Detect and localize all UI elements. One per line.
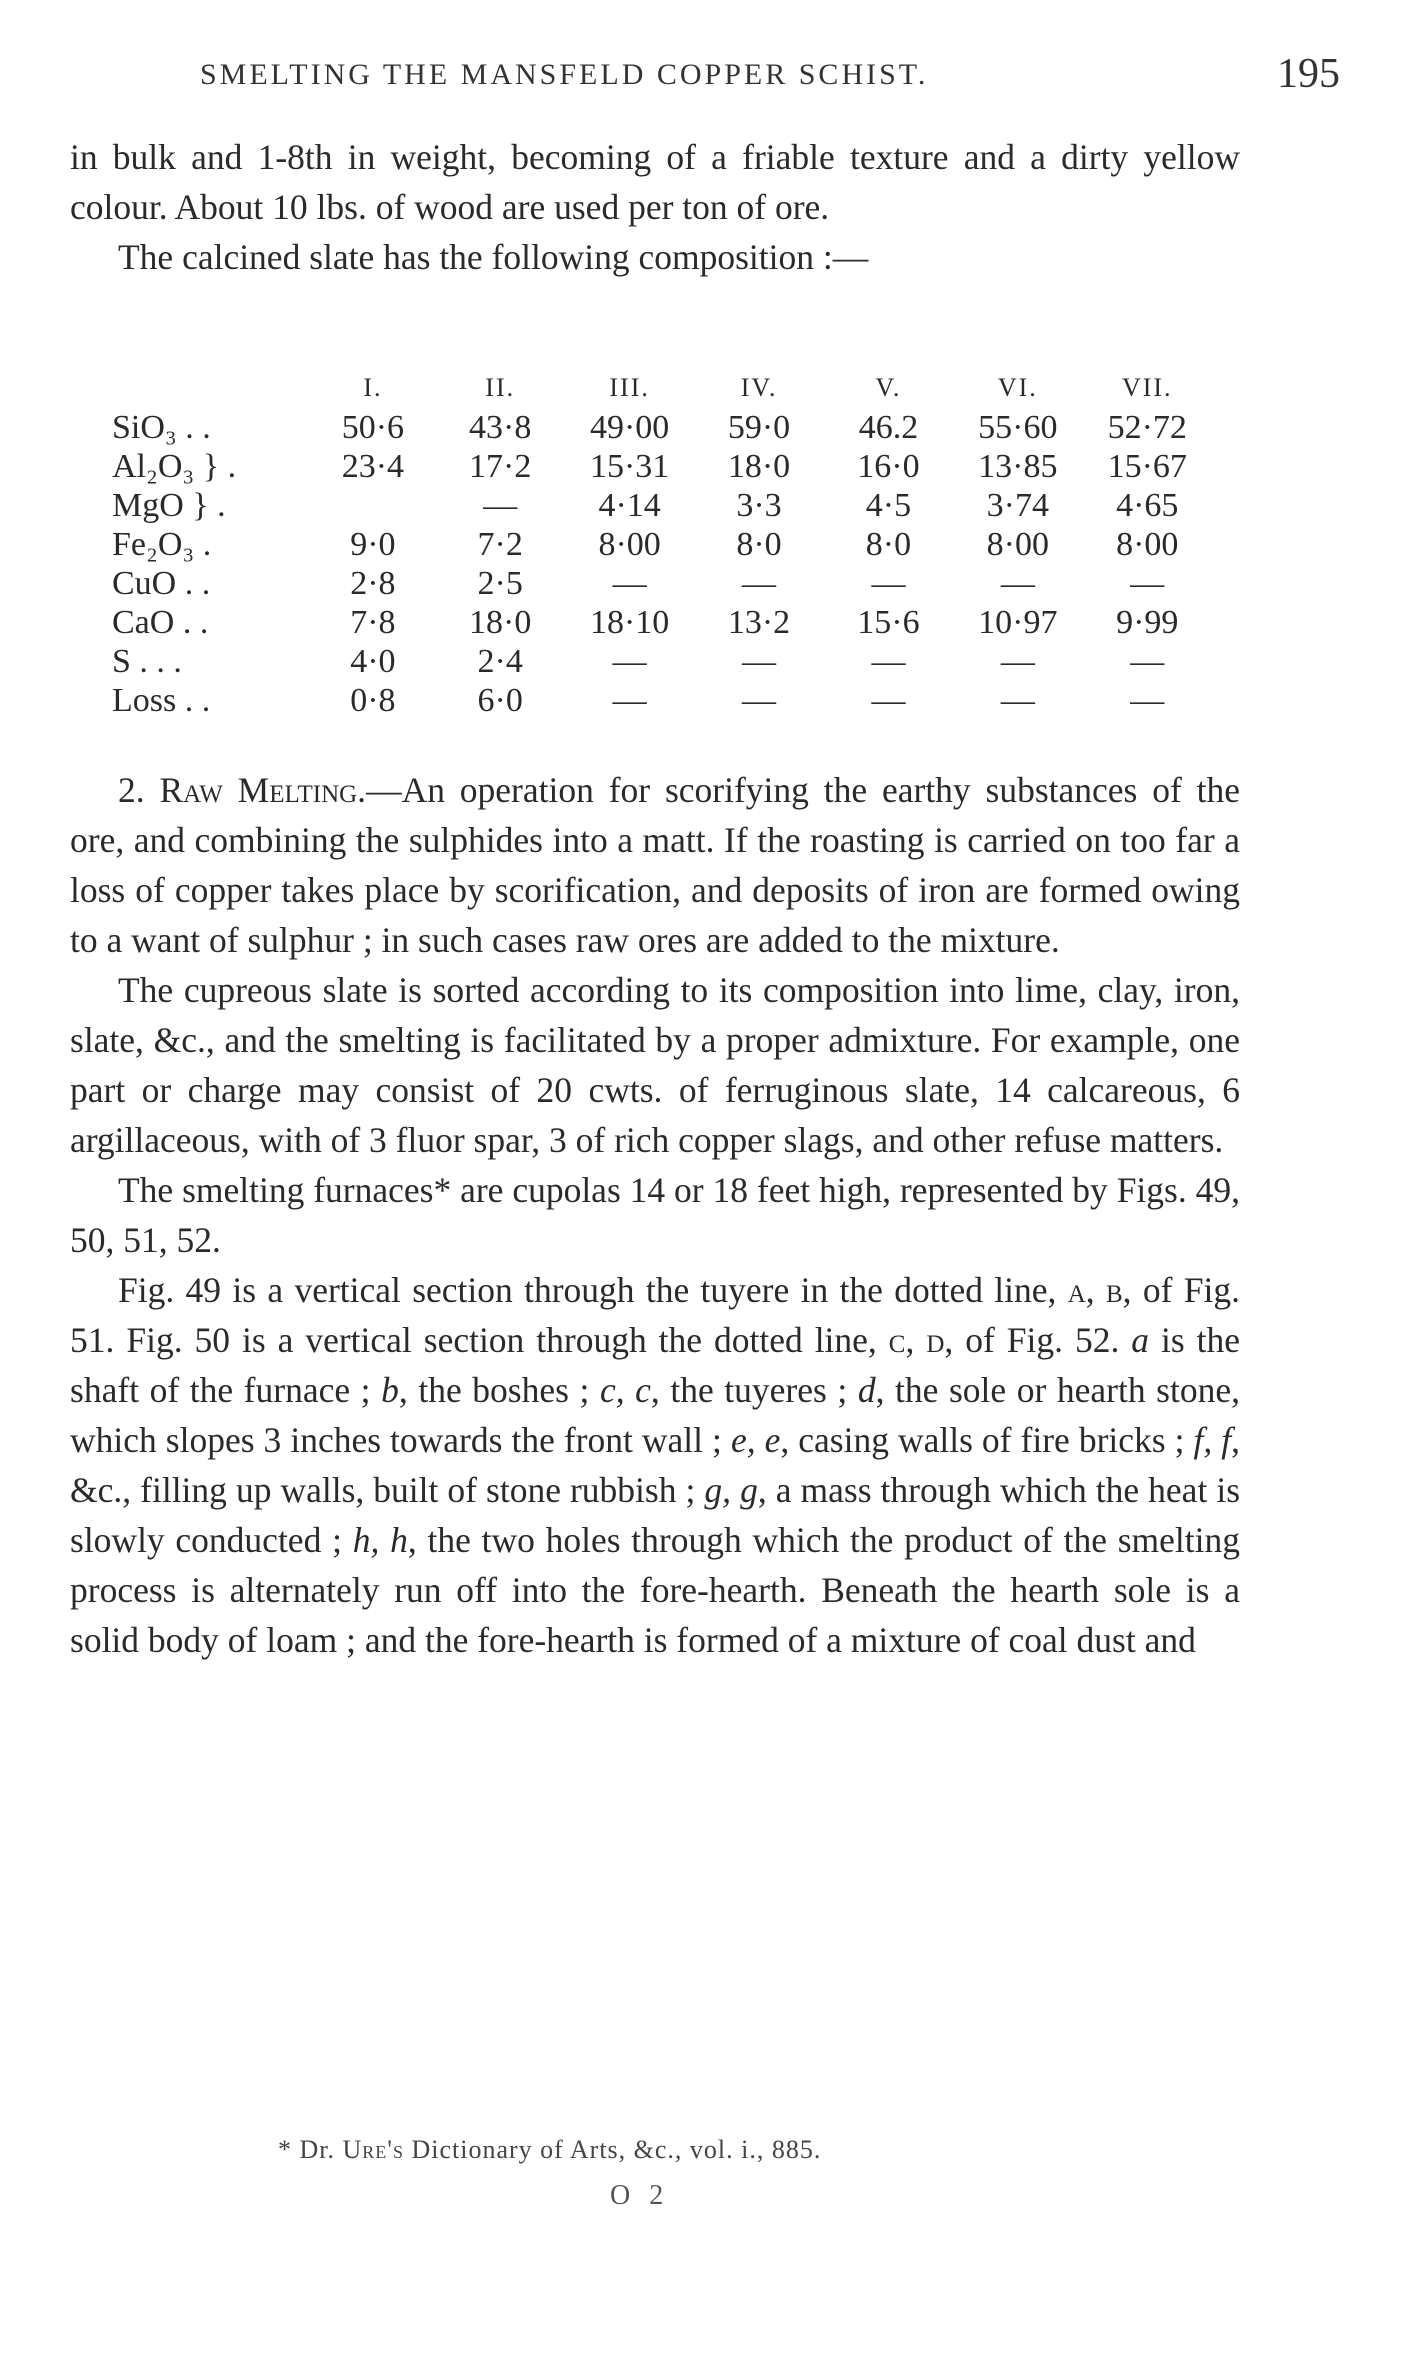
table-cell: —: [612, 565, 647, 602]
table-cell: 8·00: [986, 526, 1049, 563]
table-cell: 13·85: [978, 448, 1058, 485]
text-run: ,: [905, 1320, 915, 1360]
table-cell: 9·99: [1116, 604, 1179, 641]
text-run: , a mass through which the heat is slowly conducted ;: [70, 1470, 1241, 1560]
table-cell: —: [1130, 643, 1165, 680]
table-cell: 50·6: [341, 409, 405, 446]
table-header-row: [112, 368, 1212, 408]
table-body: [112, 408, 1212, 720]
table-cell: 46.2: [858, 409, 919, 446]
text-run: , the tuyeres ;: [650, 1370, 848, 1410]
column-header: II.: [485, 373, 516, 402]
table-cell: —: [871, 682, 906, 719]
text-run: , &c., filling up walls, built of stone rubbish ;: [70, 1420, 1241, 1510]
text-run: , of Fig. 51. Fig. 50 is a vertical section through the dotted line,: [70, 1270, 1241, 1360]
table-cell: —: [871, 565, 906, 602]
table-cell: 15·67: [1107, 448, 1187, 485]
footnote-text: Dictionary of Arts, &c., vol. i., 885.: [411, 2135, 822, 2164]
table-cell: 17·2: [469, 448, 532, 485]
table-cell: 55·60: [978, 409, 1058, 446]
part-letter: f, f: [1193, 1420, 1232, 1460]
section-number: 2.: [118, 770, 145, 810]
part-letter: c, c: [599, 1370, 651, 1410]
table-cell: 2·8: [350, 565, 396, 602]
table-cell: 2·5: [477, 565, 523, 602]
figure-ref-letter: d: [926, 1320, 945, 1360]
column-header: VI.: [997, 373, 1038, 402]
text-block-bottom: [70, 765, 1240, 1665]
table-row: [112, 447, 1212, 486]
table-cell: —: [871, 643, 906, 680]
table-corner: [112, 368, 310, 408]
table-cell: 10·97: [978, 604, 1058, 641]
part-letter: g, g: [704, 1470, 758, 1510]
table-cell: 18·0: [469, 604, 532, 641]
signature-mark: O 2: [610, 2180, 670, 2211]
column-header: I.: [363, 373, 383, 402]
text-run: , of Fig. 52.: [944, 1320, 1120, 1360]
table-cell: 7·2: [477, 526, 523, 563]
paragraph-sorting: The cupreous slate is sorted according to its composition into lime, clay, iron, slate, &c., and the smelting is facilitated by a proper admixture. For example, one part or charge may consist of 20 cwts. of ferruginous slate, 14 calcareous, 6 argillaceous, with of 3 fluor spar, 3 of rich copper slags, and other refuse matters.: [70, 970, 1240, 1160]
part-letter: a: [1131, 1320, 1150, 1360]
table-cell: 4·0: [350, 643, 396, 680]
table-cell: 8·0: [865, 526, 912, 563]
table-row: [112, 642, 1212, 681]
table-cell: 3·74: [986, 487, 1049, 524]
table-cell: 49·00: [589, 409, 670, 446]
figure-ref-letter: c: [888, 1320, 906, 1360]
text-block-top: [70, 132, 1240, 282]
row-label: MgO } .: [112, 487, 226, 524]
part-letter: b: [381, 1370, 399, 1410]
table-cell: 4·5: [865, 487, 912, 524]
column-header: III.: [609, 373, 650, 402]
table-cell: 15·6: [857, 604, 920, 641]
row-label: CaO . .: [112, 604, 209, 641]
table-row: [112, 486, 1212, 525]
text-run: ,: [1085, 1270, 1095, 1310]
section-intro: —An operation for scorifying the earthy substances of the ore, and combining the sulphides into a matt. If the roasting is carried on too far a loss of copper takes place by scorification, and deposits of iron are formed owing to a want of sulphur ; in such cases raw ores are added to the mixture.: [70, 770, 1241, 960]
table-cell: —: [612, 682, 647, 719]
table-cell: 18·10: [589, 604, 670, 641]
table-cell: 43·8: [469, 409, 532, 446]
column-header: V.: [875, 373, 902, 402]
footnote-marker: * Dr.: [278, 2135, 335, 2164]
row-label: CuO . .: [112, 565, 211, 602]
column-header: VII.: [1121, 373, 1173, 402]
table-row: [112, 408, 1212, 447]
table-row: [112, 525, 1212, 564]
table-cell: 4·65: [1116, 487, 1179, 524]
row-label: Al₂O₃ } .: [112, 448, 237, 485]
running-head: [200, 48, 1340, 108]
table-cell: [310, 486, 435, 525]
table-cell: 2·4: [477, 643, 523, 680]
part-letter: h, h: [352, 1520, 408, 1560]
table-cell: 15·31: [589, 448, 670, 485]
text-run: , casing walls of fire bricks ;: [780, 1420, 1185, 1460]
table-cell: —: [742, 565, 777, 602]
paragraph-figure-description: [70, 1265, 1240, 1665]
table-cell: 9·0: [350, 526, 396, 563]
table-cell: 8·00: [1116, 526, 1179, 563]
page-number: 195: [1277, 51, 1340, 97]
paragraph-furnaces: The smelting furnaces* are cupolas 14 or 18 feet high, represented by Figs. 49, 50, 51, 52.: [70, 1170, 1240, 1260]
row-label: S . . .: [112, 643, 182, 680]
table-cell: 0·8: [350, 682, 396, 719]
text-run: , the sole or hearth stone, which slopes 3 inches towards the front wall ;: [70, 1370, 1240, 1460]
table-cell: 4·14: [598, 487, 661, 524]
running-title: SMELTING THE MANSFELD COPPER SCHIST.: [200, 58, 929, 91]
table-cell: 16·0: [857, 448, 920, 485]
composition-table: [112, 368, 1212, 720]
footnote-author: Ure's: [342, 2135, 404, 2164]
text-run: is the shaft of the furnace ;: [70, 1320, 1241, 1410]
figure-ref-letter: a: [1067, 1270, 1086, 1310]
table-cell: —: [1000, 565, 1035, 602]
table-cell: 8·0: [736, 526, 782, 563]
table-cell: 59·0: [727, 409, 791, 446]
text-run: , the boshes ;: [398, 1370, 590, 1410]
table-cell: —: [1000, 682, 1035, 719]
table-row: [112, 603, 1212, 642]
table-cell: —: [742, 682, 777, 719]
column-header: IV.: [740, 373, 778, 402]
part-letter: e, e: [730, 1420, 781, 1460]
part-letter: d: [857, 1370, 876, 1410]
row-label: Fe₂O₃ .: [112, 526, 212, 563]
table-cell: 8·00: [598, 526, 661, 563]
row-label: SiO₃ . .: [112, 409, 211, 446]
table-cell: —: [612, 643, 647, 680]
table-cell: 18·0: [727, 448, 791, 485]
table-cell: 7·8: [350, 604, 396, 641]
paragraph-raw-melting: [70, 765, 1240, 965]
footnote: [278, 2135, 821, 2165]
table-row: [112, 564, 1212, 603]
section-heading: Raw Melting.: [159, 770, 367, 810]
text-run: Fig. 49 is a vertical section through the tuyere in the dotted line,: [118, 1270, 1057, 1310]
table-cell: 6·0: [477, 682, 523, 719]
paragraph-composition-intro: The calcined slate has the following composition :—: [118, 237, 869, 277]
table-row: [112, 681, 1212, 720]
table-cell: 13·2: [727, 604, 791, 641]
row-label: Loss . .: [112, 682, 211, 719]
table-cell: 23·4: [341, 448, 405, 485]
paragraph-continued: in bulk and 1-8th in weight, becoming of a friable texture and a dirty yellow colour. About 10 lbs. of wood are used per ton of ore.: [70, 137, 1240, 227]
text-run: , the two holes through which the product of the smelting process is alternately run off into the fore-hearth. Beneath the hearth sole is a solid body of loam ; and the fore-hearth is formed of a mixture of coal dust and: [70, 1520, 1241, 1660]
table-cell: —: [742, 643, 777, 680]
table-cell: —: [483, 487, 518, 524]
table-cell: —: [1000, 643, 1035, 680]
table-cell: —: [1130, 682, 1165, 719]
table-cell: 52·72: [1107, 409, 1187, 446]
table-cell: 3·3: [736, 487, 782, 524]
figure-ref-letter: b: [1105, 1270, 1123, 1310]
table-cell: —: [1130, 565, 1165, 602]
